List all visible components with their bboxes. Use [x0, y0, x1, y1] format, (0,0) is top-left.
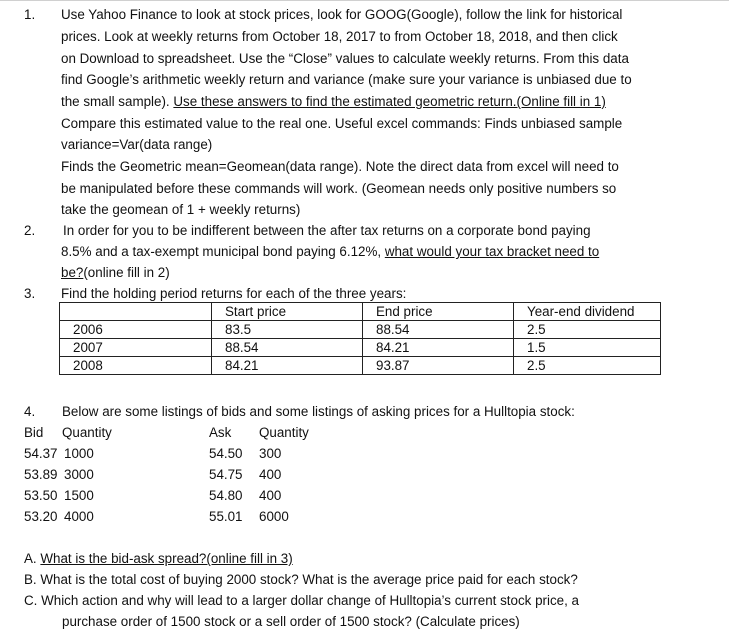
ask-price: 54.80: [209, 488, 243, 503]
header-end-price: End price: [363, 303, 514, 321]
cell-year: 2007: [60, 339, 212, 357]
q1-line-5: [61, 92, 606, 112]
cell-start-price: 88.54: [212, 339, 363, 357]
bid-quantity-header: Quantity: [62, 425, 112, 440]
q1-line-8: Finds the Geometric mean=Geomean(data range). Note the direct data from excel will need to: [61, 159, 619, 174]
tax-bracket-question-end: be?: [61, 265, 84, 280]
q4-number: 4.: [24, 404, 36, 419]
table-row: [60, 321, 661, 339]
online-fill-3-prompt: What is the bid-ask spread?(online fill in 3): [40, 551, 293, 566]
online-fill-2-note: (online fill in 2): [83, 265, 170, 280]
header-dividend: Year-end dividend: [514, 303, 661, 321]
cell-year: 2006: [60, 321, 212, 339]
header-start-price: Start price: [212, 303, 363, 321]
part-c-line-1: C. Which action and why will lead to a larger dollar change of Hulltopia’s current stock price, a: [24, 593, 579, 608]
q4-text: Below are some listings of bids and some listings of asking prices for a Hulltopia stock:: [62, 404, 575, 419]
table-header-row: [60, 303, 661, 321]
cell-dividend: 2.5: [514, 321, 661, 339]
header-year: [60, 303, 212, 321]
cell-dividend: 1.5: [514, 339, 661, 357]
q1-number: 1.: [24, 7, 36, 22]
cell-end-price: 84.21: [363, 339, 514, 357]
part-a: [24, 549, 293, 569]
table-row: [60, 339, 661, 357]
cell-start-price: 84.21: [212, 357, 363, 375]
cell-end-price: 93.87: [363, 357, 514, 375]
q2-line-1: In order for you to be indifferent between the after tax returns on a corporate bond paying: [63, 223, 591, 238]
ask-qty: 300: [259, 446, 282, 461]
q2-number: 2.: [24, 223, 36, 238]
q1-line-10: take the geomean of 1 + weekly returns): [61, 202, 301, 217]
ask-quantity-header: Quantity: [259, 425, 309, 440]
q3-text: Find the holding period returns for each of the three years:: [61, 286, 407, 301]
q3-number: 3.: [24, 286, 36, 301]
ask-qty: 400: [259, 488, 282, 503]
cell-dividend: 2.5: [514, 357, 661, 375]
q1-line-9: be manipulated before these commands will work. (Geomean needs only positive numbers so: [61, 181, 617, 196]
q1-line-1: Use Yahoo Finance to look at stock prices, look for GOOG(Google), follow the link for historical: [61, 7, 623, 22]
q1-line-2: prices. Look at weekly returns from October 18, 2017 to from October 18, 2018, and then click: [61, 29, 618, 44]
q1-line-5-text: the small sample).: [61, 94, 174, 109]
ask-header: Ask: [209, 425, 232, 440]
q2-line-2: [61, 242, 599, 262]
ask-price: 55.01: [209, 509, 243, 524]
q1-line-3: on Download to spreadsheet. Use the “Close” values to calculate weekly returns. From this data: [61, 51, 629, 66]
ask-qty: 6000: [259, 509, 289, 524]
ask-price: 54.50: [209, 446, 243, 461]
holding-period-table: [59, 302, 661, 375]
q2-line-2-text: 8.5% and a tax-exempt municipal bond paying 6.12%,: [61, 244, 385, 259]
table-row: [60, 357, 661, 375]
bid-price: 54.37: [24, 446, 58, 461]
q1-line-7: variance=Var(data range): [61, 137, 213, 152]
bid-qty: 1000: [64, 446, 94, 461]
cell-start-price: 83.5: [212, 321, 363, 339]
cell-year: 2008: [60, 357, 212, 375]
bid-header: Bid: [24, 425, 44, 440]
cell-end-price: 88.54: [363, 321, 514, 339]
part-c-line-2: purchase order of 1500 stock or a sell order of 1500 stock? (Calculate prices): [62, 614, 520, 629]
q2-line-3: [61, 263, 170, 283]
bid-price: 53.20: [24, 509, 58, 524]
ask-qty: 400: [259, 467, 282, 482]
bid-price: 53.89: [24, 467, 58, 482]
part-b: B. What is the total cost of buying 2000 stock? What is the average price paid for each stock?: [24, 572, 578, 587]
part-a-label: A.: [24, 551, 37, 566]
bid-qty: 4000: [64, 509, 94, 524]
q1-line-6: Compare this estimated value to the real one. Useful excel commands: Finds unbiased sample: [61, 116, 623, 131]
tax-bracket-question: what would your tax bracket need to: [384, 244, 600, 259]
ask-price: 54.75: [209, 467, 243, 482]
q1-line-4: find Google’s arithmetic weekly return and variance (make sure your variance is unbiased due to: [61, 72, 632, 87]
bid-price: 53.50: [24, 488, 58, 503]
bid-qty: 3000: [64, 467, 94, 482]
top-border: [0, 0, 729, 1]
online-fill-1-prompt: Use these answers to find the estimated geometric return.(Online fill in 1): [173, 94, 606, 109]
bid-qty: 1500: [64, 488, 94, 503]
